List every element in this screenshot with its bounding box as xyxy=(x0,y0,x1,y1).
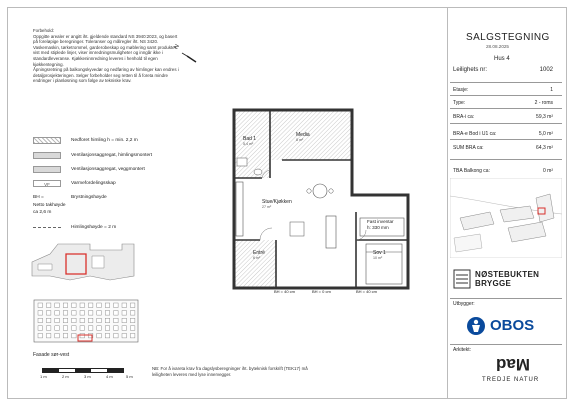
room-area: 27 m² xyxy=(262,205,272,209)
legend-label: Ventilasjonsaggregat, himlingsmontert xyxy=(71,152,153,158)
spec-label: BRA-i ca: xyxy=(453,114,475,120)
spec-value: 0 m² xyxy=(543,168,553,174)
facade-window xyxy=(130,333,135,338)
divider xyxy=(450,139,562,140)
facade-window xyxy=(55,333,60,338)
facade-window xyxy=(63,333,67,338)
builder-name: OBOS xyxy=(490,317,535,334)
facade-window xyxy=(105,303,110,308)
facade-window xyxy=(97,333,102,338)
facade-window xyxy=(46,303,51,308)
facade-window xyxy=(122,303,127,308)
north-arrow-icon xyxy=(172,44,202,64)
divider xyxy=(450,159,562,160)
unit-number-row xyxy=(453,67,553,73)
disclaimer-notes xyxy=(33,28,183,84)
facade-window xyxy=(88,326,93,331)
facade-window xyxy=(105,326,110,331)
room-name: Media xyxy=(296,132,310,138)
divider xyxy=(450,344,562,345)
scale-tick: 4 m xyxy=(106,374,113,379)
legend-label: Ventilasjonsaggregat, veggmontert xyxy=(71,166,145,172)
north-arrow xyxy=(172,44,202,64)
facade-window xyxy=(114,303,119,308)
facade-window xyxy=(63,318,67,323)
sill-height-label: BH = 0 cm xyxy=(312,289,331,294)
facade-window xyxy=(97,311,102,316)
facade-label: Fasade sør-vest xyxy=(33,352,70,358)
site-map xyxy=(450,178,562,258)
daylight-note: NB: For å ivareta krav fra dagslysberegninger iht. byteknisk forskrift (TEK17) må leiligheten leveres med lyse innervegger. xyxy=(152,366,308,377)
legend-swatch-grey xyxy=(33,152,61,159)
legend-swatch-dashed xyxy=(33,227,61,228)
spec-label: SUM BRA ca: xyxy=(453,145,484,151)
facade-window xyxy=(72,311,77,316)
architect-tagline: TREDJE NATUR xyxy=(482,377,540,383)
facade-window xyxy=(130,318,135,323)
notes-paragraph: Åpningsretning på balkongskyvedør og nedføring av himlinger kan endres i detaljprosjekteringen. Selger forbeholder seg retten til å foreta mindre endringer i planløsning som følge av tekniske krav. xyxy=(33,67,179,84)
legend-label: Nedforet himling h = min. 2,2 m xyxy=(71,137,138,143)
legend-item xyxy=(33,192,107,202)
facade-window xyxy=(80,326,85,331)
notes-paragraph: Vaskemaskin, tørketrommel, garderobeskap og møblering samt produkter vist med stiplede linjer, viser innredningsmuligheter og inngår ikke i standardleveranse. Kjøkkeninnredning leveres i henhold til egen kjøkkentegning. xyxy=(33,44,177,67)
legend-swatch-grey xyxy=(33,166,61,173)
legend-item xyxy=(33,164,145,174)
wave-icon xyxy=(453,269,471,289)
facade-window xyxy=(88,318,93,323)
facade-window xyxy=(105,333,110,338)
obos-icon xyxy=(466,316,486,336)
floor-plan xyxy=(226,100,416,300)
facade-window xyxy=(130,326,135,331)
house-label: Hus 4 xyxy=(494,56,510,62)
spec-row xyxy=(453,87,553,93)
architect-label: Arkitekt: xyxy=(453,347,472,353)
legend-swatch-code: VF xyxy=(33,180,61,187)
legend-item xyxy=(33,135,138,145)
legend-code: BH = xyxy=(33,194,44,200)
facade-window xyxy=(80,303,85,308)
facade-window xyxy=(122,333,127,338)
legend-label: Brystningshøyde xyxy=(71,194,107,200)
architect-logo: Mad xyxy=(496,355,530,374)
facade-drawing xyxy=(30,292,145,347)
builder-label: Utbygger: xyxy=(453,301,475,307)
room-area: 5,4 m² xyxy=(243,142,254,146)
legend-item xyxy=(33,178,116,188)
project-name-line1: NØSTEBUKTEN xyxy=(475,270,540,279)
facade-window xyxy=(38,326,43,331)
room-name: Entré xyxy=(253,250,265,256)
spec-row xyxy=(453,168,553,174)
facade-window xyxy=(46,333,51,338)
facade-window xyxy=(38,311,43,316)
facade-window xyxy=(38,303,43,308)
divider xyxy=(450,95,562,96)
sheet-title: SALGSTEGNING xyxy=(466,32,550,43)
facade-window xyxy=(97,318,102,323)
divider xyxy=(450,108,562,109)
notes-title: Forbehold: xyxy=(33,28,54,33)
facade-window xyxy=(130,311,135,316)
facade-window xyxy=(46,311,51,316)
facade-window xyxy=(55,311,60,316)
fixture-label: Fast inventar xyxy=(367,219,394,224)
scale-tick: 2 m xyxy=(62,374,69,379)
project-logo xyxy=(451,267,561,293)
facade-window xyxy=(88,303,93,308)
room-name: Stue/Kjøkken xyxy=(262,199,292,205)
room-name: Sov 1 xyxy=(373,250,386,256)
facade-window xyxy=(72,333,77,338)
notes-paragraph: Oppgitte arealer er angitt iht. gjeldende standard NS 3940:2023, og basert på foreløpige beregninger. Toleranser og målregler iht. NS 3420. xyxy=(33,33,178,45)
legend-item xyxy=(33,150,152,160)
scale-tick: 1 m xyxy=(40,374,47,379)
spec-label: Type: xyxy=(453,100,466,106)
key-plan xyxy=(30,240,140,285)
facade-window xyxy=(97,326,102,331)
legend-code: Netto takhøyde xyxy=(33,203,66,208)
room-area: 10 m² xyxy=(373,256,383,260)
room-area: 6 m² xyxy=(253,256,261,260)
unit-number-value: 1002 xyxy=(539,67,553,73)
facade-window xyxy=(114,326,119,331)
facade-window xyxy=(105,318,110,323)
spec-row xyxy=(453,131,553,137)
spec-value: 1 xyxy=(550,87,553,93)
facade-window xyxy=(46,326,51,331)
facade-window xyxy=(88,311,93,316)
divider xyxy=(450,123,562,124)
spec-row xyxy=(453,100,553,106)
facade-window xyxy=(122,311,127,316)
spec-value: 5,0 m² xyxy=(538,131,553,137)
scale-bar-line xyxy=(42,368,124,373)
facade-window xyxy=(55,318,60,323)
facade-window xyxy=(55,326,60,331)
project-name-line2: BRYGGE xyxy=(475,279,512,288)
facade-window xyxy=(72,303,77,308)
spec-label: BRA-e Bod i U1 ca: xyxy=(453,131,497,137)
legend-swatch-hatch xyxy=(33,137,61,144)
facade-window xyxy=(97,303,102,308)
spec-label: TBA Balkong ca: xyxy=(453,168,490,174)
facade-window xyxy=(80,333,85,338)
facade-window xyxy=(38,318,43,323)
north-letter: N xyxy=(173,43,181,51)
sill-height-label: BH = 40 cm xyxy=(274,289,296,294)
facade-window xyxy=(63,326,67,331)
facade-window xyxy=(63,303,67,308)
divider xyxy=(450,298,562,299)
facade-window xyxy=(114,333,119,338)
facade-window xyxy=(80,318,85,323)
facade-window xyxy=(105,311,110,316)
facade-window xyxy=(72,318,77,323)
scale-tick: 5 m xyxy=(126,374,133,379)
spec-value: 64,3 m² xyxy=(536,145,553,151)
room-name: Bad 1 xyxy=(243,136,257,142)
legend-item xyxy=(33,222,116,232)
facade-window xyxy=(114,318,119,323)
fixture-height: h: 330 mm xyxy=(367,225,389,230)
facade-window xyxy=(114,311,119,316)
facade-window xyxy=(122,326,127,331)
legend-label: Himlingshøyde = 2 m xyxy=(71,224,117,230)
legend-label: ca 2,6 m xyxy=(33,210,52,215)
legend-item xyxy=(33,203,66,219)
room-area: 8 m² xyxy=(296,138,304,142)
builder-logo xyxy=(466,316,546,336)
sheet-date: 28.08.2025 xyxy=(486,44,509,49)
facade-window xyxy=(130,303,135,308)
scale-bar xyxy=(42,366,142,382)
facade-window xyxy=(38,333,43,338)
sill-height-label: BH = 40 cm xyxy=(356,289,378,294)
spec-value: 59,3 m² xyxy=(536,114,553,120)
spec-row xyxy=(453,145,553,151)
facade-window xyxy=(80,311,85,316)
scale-tick: 3 m xyxy=(84,374,91,379)
divider xyxy=(450,82,562,83)
facade-window xyxy=(72,326,77,331)
spec-row xyxy=(453,114,553,120)
facade-window xyxy=(122,318,127,323)
facade-window xyxy=(55,303,60,308)
spec-value: 2 - roms xyxy=(534,100,553,106)
facade-window xyxy=(46,318,51,323)
legend-label: Varmefordelingsskap xyxy=(71,180,116,186)
spec-label: Etasje: xyxy=(453,87,469,93)
unit-number-label: Leilighets nr: xyxy=(453,67,488,73)
facade-window xyxy=(63,311,67,316)
